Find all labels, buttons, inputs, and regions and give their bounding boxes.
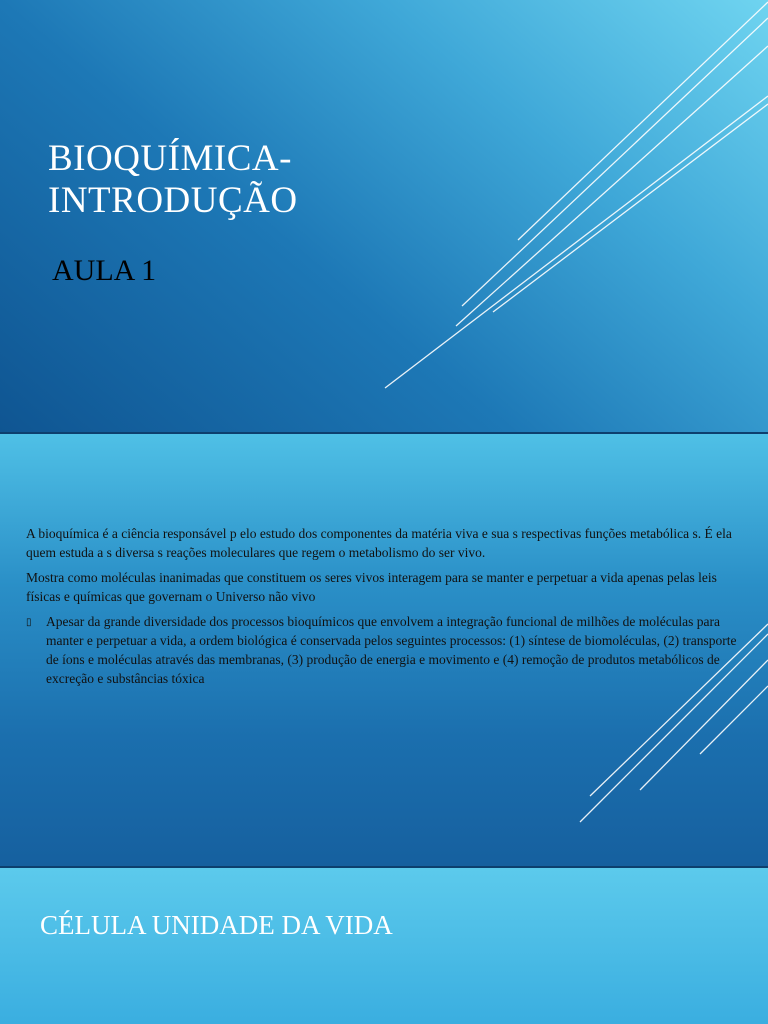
- bullet-item: [26, 612, 742, 688]
- content-slide: [0, 434, 768, 866]
- bullet-text: Apesar da grande diversidade dos processos bioquímicos que envolvem a integração funcional de milhões de moléculas para manter e perpetuar a vida, a ordem biológica é conservada pelos seguintes processos: (1) síntese de biomoléculas, (2) transporte de íons e moléculas através das membranas, (3) produção de energia e movimento e (4) remoção de produtos metabólicos de excreção e substâncias tóxica: [46, 614, 737, 686]
- paragraph-1: A bioquímica é a ciência responsável p elo estudo dos componentes da matéria viva e sua s respectivas funções metabólica s. É ela quem estuda a s diversa s reações moleculares que regem o metabolismo do ser vivo.: [26, 526, 732, 560]
- section-title: CÉLULA UNIDADE DA VIDA: [40, 910, 393, 940]
- slide-body: [26, 524, 742, 694]
- title-line-2: INTRODUÇÃO: [48, 180, 298, 221]
- square-bullet-icon: ▯: [26, 617, 32, 628]
- title-line-1: BIOQUÍMICA-: [48, 138, 292, 179]
- slide-subtitle: AULA 1: [52, 254, 157, 287]
- title-slide: [0, 0, 768, 432]
- section-slide: [0, 868, 768, 1024]
- paragraph-2: Mostra como moléculas inanimadas que constituem os seres vivos interagem para se manter e perpetuar a vida apenas pelas leis físicas e químicas que governam o Universo não vivo: [26, 570, 717, 604]
- slide-title: [48, 138, 298, 222]
